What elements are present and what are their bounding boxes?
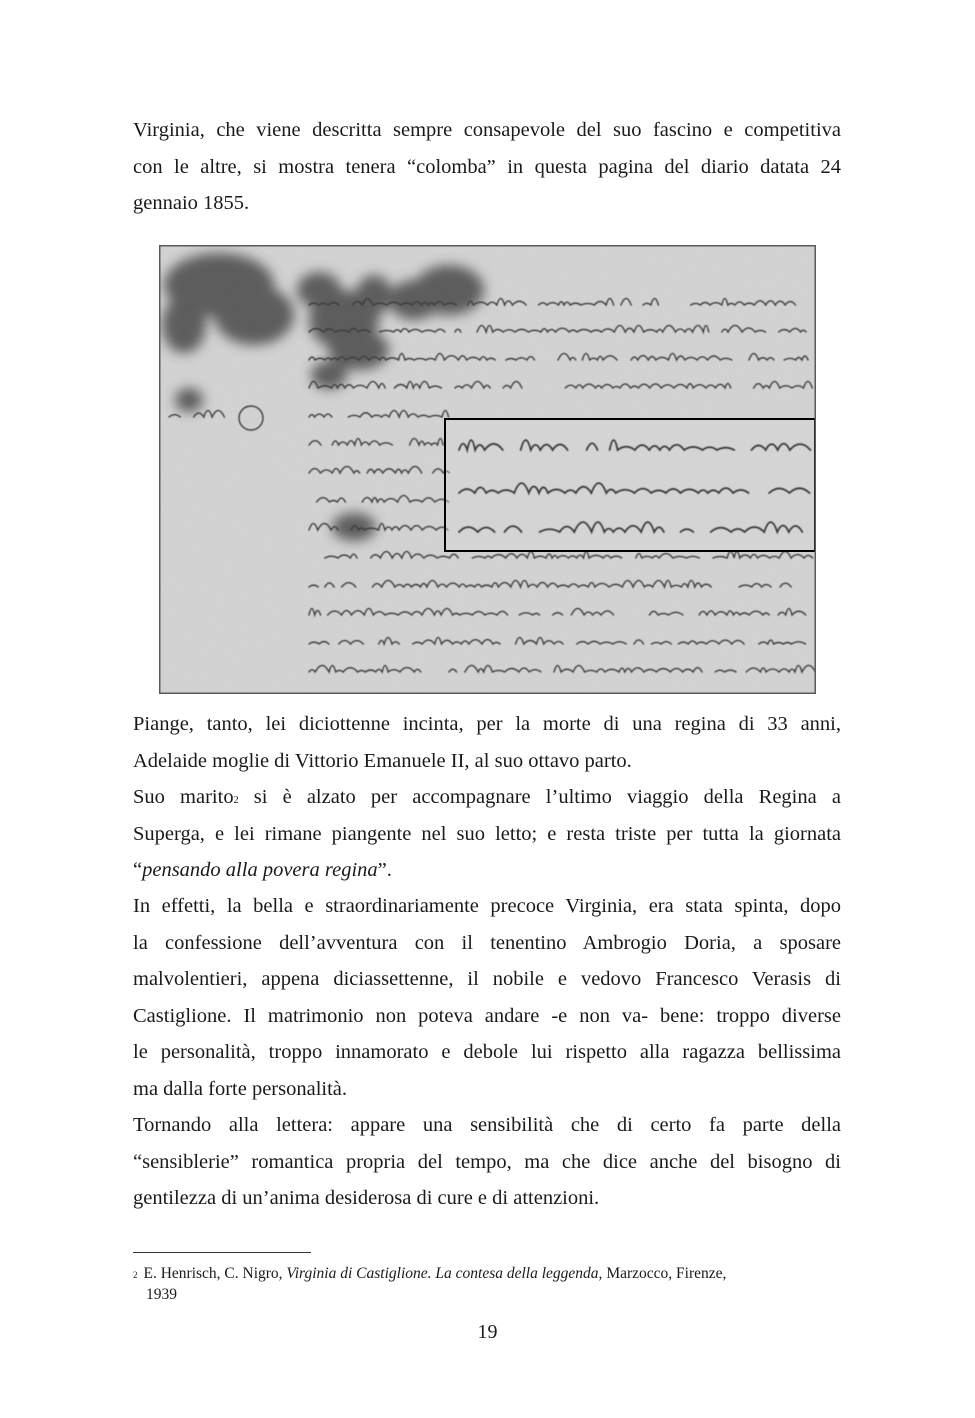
footnote-authors: E. Henrisch, C. Nigro,	[143, 1265, 287, 1282]
manuscript-image	[159, 245, 816, 694]
footnote	[133, 1263, 843, 1305]
footnote-publisher: Marzocco, Firenze,	[602, 1265, 727, 1282]
text-line: Adelaide moglie di Vittorio Emanuele II, al suo ottavo parto.	[133, 749, 632, 772]
text-line: la confessione dell’avventura con il tenentino Ambrogio Doria, a sposare	[133, 931, 841, 954]
paragraph-intro	[133, 112, 841, 222]
italic-quote: pensando alla povera regina	[142, 859, 378, 881]
page-number: 19	[477, 1321, 498, 1343]
close-quote: ”.	[377, 859, 392, 881]
text-line: Piange, tanto, lei diciottenne incinta, per la morte di una regina di 33 anni,	[133, 713, 841, 735]
diary-page-photo	[159, 245, 816, 694]
text-line: con le altre, si mostra tenera “colomba” in questa pagina del diario datata 24	[133, 155, 841, 178]
text-line: malvolentieri, appena diciassettenne, il nobile e vedovo Francesco Verasis di	[133, 968, 841, 990]
text-line	[133, 779, 841, 816]
text-line: ma dalla forte personalità.	[133, 1077, 348, 1100]
text-line: “sensiblerie” romantica propria del tempo, ma che dice anche del bisogno di	[133, 1150, 841, 1173]
text-fragment: si è alzato per accompagnare l’ultimo viaggio della Regina a	[238, 786, 841, 808]
text-line: Tornando alla lettera: appare una sensibilità che di certo fa parte della	[133, 1114, 841, 1136]
footnote-divider	[133, 1252, 311, 1253]
footnote-mark: 2	[133, 1270, 138, 1280]
footnote-title: Virginia di Castiglione. La contesa della leggenda,	[286, 1265, 603, 1282]
open-quote: “	[133, 859, 143, 881]
footnote-reference[interactable]: 2	[233, 795, 239, 806]
text-line: gentilezza di un’anima desiderosa di cure e di attenzioni.	[133, 1187, 600, 1209]
text-line: Castiglione. Il matrimonio non poteva andare -e non va- bene: troppo diverse	[133, 1004, 841, 1027]
paragraph-effetti	[133, 888, 841, 1217]
text-line: gennaio 1855.	[133, 192, 250, 214]
text-line: le personalità, troppo innamorato e debole lui rispetto alla ragazza bellissima	[133, 1041, 841, 1063]
text-line: In effetti, la bella e straordinariamente precoce Virginia, era stata spinta, dopo	[133, 895, 841, 917]
text-fragment: Suo marito	[133, 786, 234, 808]
footnote-year: 1939	[146, 1286, 177, 1303]
text-line: Superga, e lei rimane piangente nel suo letto; e resta triste per tutta la giornata	[133, 822, 841, 845]
footnote-line	[133, 1263, 843, 1284]
text-line	[133, 852, 841, 889]
paragraph-adelaide	[133, 706, 841, 889]
text-line: Virginia, che viene descritta sempre consapevole del suo fascino e competitiva	[133, 119, 841, 141]
